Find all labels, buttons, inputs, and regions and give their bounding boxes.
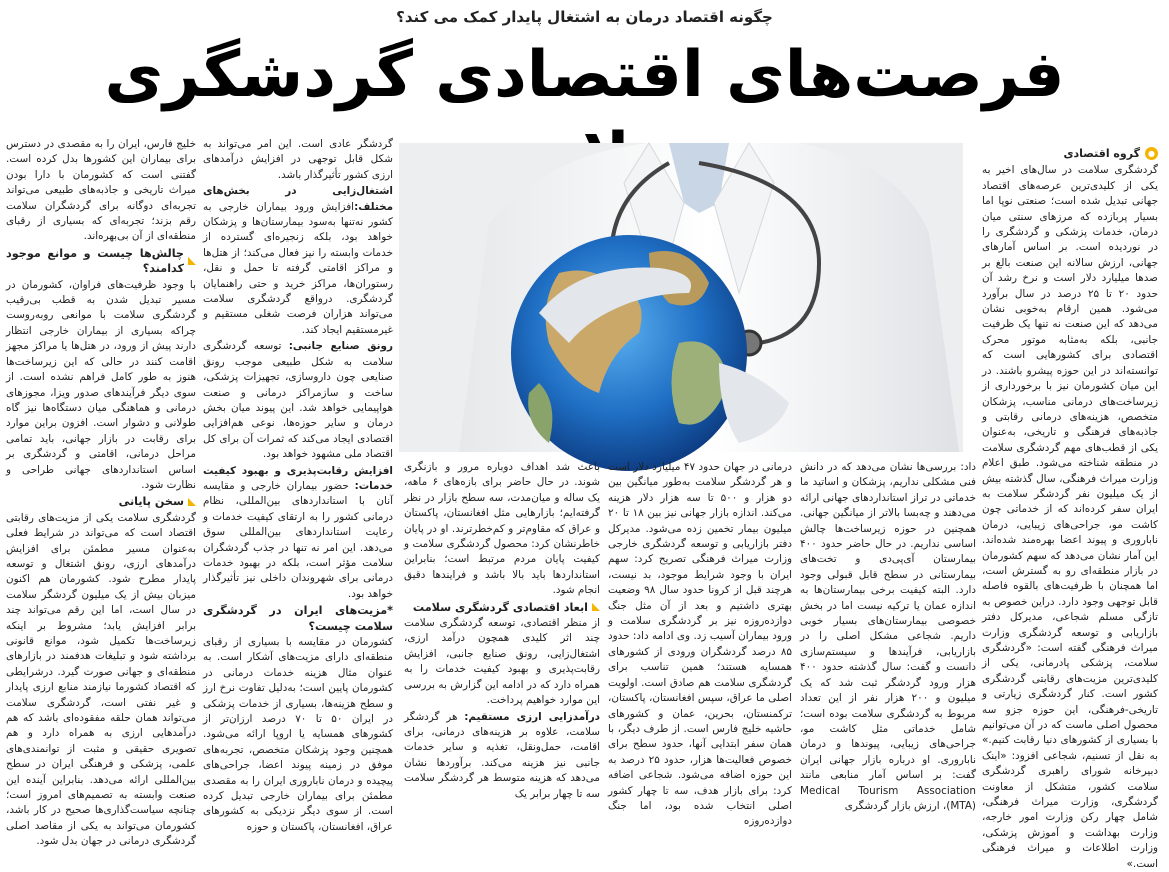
column-5a-text: افزایش ورود بیماران خارجی به کشور نه‌تنها به‌سود بیمارستان‌ها و پزشکان خواهد بود، بلکه زنجیره‌ای گسترده از خدمات وابسته را نیز فعال می‌کند؛ از هتل‌ها و مراکز اقامتی گرفته تا حمل و نقل، رستوران‌ها، مراکز خرید و حتی راهنمایان گردشگری. درواقع گردشگری سلامت می‌تواند هزاران فرصت شغلی مستقیم و غیرمستقیم ایجاد کند. [203, 200, 393, 336]
bullet-triangle-icon [592, 603, 600, 611]
subhead-competitiveness: افزایش رقابت‌پذیری و بهبود کیفیت خدمات: [203, 464, 393, 492]
column-6b-text: گردشگری سلامت یکی از مزیت‌های رقابتی اقتصاد است که می‌تواند در شرایط فعلی به‌عنوان مسیر مطمئن برای افزایش درآمدهای ارزی، رونق اشتغال و توسعه پایدار مطرح شود. کشورمان هم اکنون میزبان بیش از یک میلیون گردشگر سلامت در سال است، اما این رقم می‌تواند چند برابر افزایش یابد؛ مشروط بر اینکه زیرساخت‌ها تکمیل شود، موانع قانونی برداشته شود و تبلیغات هدفمند در بازارهای منطقه‌ای و جهانی صورت گیرد. درشرایطی که اقتصاد کشورما نیازمند منابع ارزی پایدار و غیر نفتی است، گردشگری سلامت می‌تواند همان حلقه مفقوده‌ای باشد که هم درآمدهایی ارزی به همراه دارد و هم تصویری حقیقی و مثبت از توانمندی‌های علمی، پزشکی و فرهنگی ایران در سطح بین‌المللی ارائه می‌دهد. بنابراین آینده این صنعت وابسته به تصمیم‌های امروز است؛ چنانچه سیاست‌گذاری‌ها صحیح در کار باشد، کشورمان می‌تواند به یکی از مقاصد اصلی گردشگری درمانی در جهان بدل شود. [6, 511, 196, 848]
column-3-text: درمانی در جهان حدود ۴۷ میلیارد دلار است و هر گردشگر سلامت به‌طور میانگین بین دو هزار و ۵۰۰ تا سه هزار دلار هزینه می‌کند. اندازه بازار جهانی نیز بین ۱۸ تا ۲۰ میلیون بیمار تخمین زده می‌شود. مدیرکل دفتر بازاریابی و توسعه گردشگری خارجی وزارت میراث فرهنگی تصریح کرد: سهم ایران با وجود شرایط موجود، بد نیست، هرچند قبل از کرونا حدود سال ۹۸ وضعیت بهتری داشتیم و بعد از آن مثل جنگ دوازده‌روزه نیز بر گردشگری سلامت و ورود بیماران آسیب زد. وی ادامه داد: حدود ۸۵ درصد گردشگران ورودی از کشورهای همسایه هستند؛ همین تناسب برای گردشگری سلامت هم صادق است. اولویت اصلی ما عراق، سپس افغانستان، پاکستان، ترکمنستان، بحرین، عمان و کشورهای حاشیه خلیج فارس است. از طرف دیگر، با همان سفر ابتدایی آنها، حدود سطح برای خصوص فعالیت‌ها هزار، حدود ۲۵ درصد به این حوزه اضافه می‌شود. شجاعی اضافه کرد: برای بازار هدف، سه تا چهار کشور اصلی انتخاب شده بود، اما جنگ دوازده‌روزه [608, 461, 792, 828]
column-1 [982, 146, 1159, 870]
article-headline: فرصت‌های اقتصادی گردشگری [104, 38, 1065, 112]
column-2-text: داد: بررسی‌ها نشان می‌دهد که در دانش فنی مشکلی نداریم، پزشکان و اساتید ما خدماتی در تراز استانداردهای جهانی ارائه می‌دهند و چه‌بسا بالاتر از میانگین جهانی. همچنین در حوزه زیرساخت‌ها چالش اساسی نداریم. در حال حاضر حدود ۴۰۰ بیمارستان آی‌پی‌دی و تخت‌های بیمارستانی در سطح قابل قبولی وجود دارد. البته کیفیت برخی بیمارستان‌ها به اندازه عمان یا ترکیه نیست اما در بخش خصوصی بیمارستان‌های بسیار خوبی داریم. شجاعی مشکل اصلی را در بازاریابی، فرآیندها و سیستم‌سازی دانست و گفت: سال گذشته حدود ۴۰۰ هزار ورود گردشگر ثبت شد که یک میلیون و ۲۰۰ هزار نفر از این تعداد مربوط به گردشگری سلامت بوده است؛ شامل خدماتی مثل کاشت مو، جراحی‌های زیبایی، پیوند‌ها و درمان ناباروری. او درباره بازار جهانی ایران گفت: بر اساس آمار منابعی مانند Medical Tourism Association (MTA)، ارزش بازار گردشگری [800, 461, 976, 812]
bullet-triangle-icon [188, 257, 196, 265]
column-1-text: گردشگری سلامت در سال‌های اخیر به یکی از کلیدی‌ترین عرصه‌های اقتصاد جهانی تبدیل شده است؛ صنعتی نوپا اما بسیار پربازده که مرزهای سنتی میان درمان، خدمات پزشکی و گردشگری را در نوردیده است. بر اساس آمارهای جهانی، ارزش سالانه این صنعت بالغ بر صدها میلیارد دلار است و نرخ رشد آن حدود ۲۰ تا ۲۵ درصد در سال برآورد می‌شود. همین ارقام به‌خوبی نشان می‌دهد که این صنعت نه تنها یک ظرفیت جانبی، بلکه به‌مثابه موتور محرک اقتصادی برای کشورهایی است که توانسته‌اند در این حوزه پیشرو باشند. در این میان کشورمان نیز با برخورداری از زیرساخت‌های درمانی مناسب، پزشکان متخصص، هزینه‌های درمانی رقابتی و جاذبه‌های فرهنگی و تاریخی، به‌عنوان یکی از قطب‌های مهم گردشگری سلامت در منطقه شناخته می‌شود. طبق اعلام وزارت میراث فرهنگی، سال گذشته بیش از یک میلیون نفر گردشگر سلامت به ایران سفر کرده‌اند که از خدماتی چون کاشت مو، جراحی‌های زیبایی، درمان ناباروری و پیوند اعضا بهره‌مند شده‌اند. این آمار نشان می‌دهد که سهم کشورمان در بازار منطقه‌ای رو به گسترش است، اما همچنان با ظرفیت‌های بالقوه فاصله قابل توجهی وجود دارد. دراین خصوص به تازگی مسلم شجاعی، مدیرکل دفتر بازاریابی و توسعه گردشگری وزارت میراث فرهنگی گفته است: «گردشگری سلامت، پزشکی پادرمانی، یکی از کلیدی‌ترین مزیت‌های رقابتی گردشگری کشور است. کنار گردشگری زیارتی و تاریخی-فرهنگی، این حوزه جزو سه محصول اصلی ماست که در آن می‌توانیم با بسیاری از کشورهای دنیا رقابت کنیم.» به نقل از تسنیم، شجاعی افزود: «اینک دبیرخانه شورای راهبری گردشگری سلامت کشور، متشکل از معاونت گردشگری، وزارت میراث فرهنگی، شامل چهار رکن وزارت امور خارجه، وزارت بهداشت و آموزش پزشکی، وزارت اطلاعات و میراث فرهنگی است.» [982, 164, 1159, 870]
column-5c-text: حضور بیماران خارجی و مقایسه آنان با استانداردهای بین‌المللی، نظام درمانی کشور را به ارتقای کیفیت خدمات و رعایت استانداردهای بین‌المللی سوق می‌دهد. این امر نه تنها در جذب گردشگران سلامت مؤثر است، بلکه در بهبود خدمات درمانی برای شهروندان داخلی نیز تأثیرگذار خواهد بود. [203, 479, 393, 600]
subhead-employment: اشتغال‌زایی در بخش‌های مختلف: [203, 185, 393, 213]
column-5 [203, 137, 393, 833]
column-6 [6, 137, 196, 848]
bullet-triangle-icon [188, 498, 196, 506]
column-4-text: باعث شد اهداف دوباره مرور و بازنگری شوند. در حال حاضر برای بازه‌های ۶ ماهه، یک ساله و میان‌مدت، سه سطح بازار در نظر گرفته‌ایم؛ بازارهایی مثل افغانستان، پاکستان و عراق که مقاوم‌تر و کم‌خطرترند. او در پایان خاطرنشان کرد: محصول گردشگری سلامت و کیفیت پایان مردم مرتبط است؛ بنابراین استانداردها باید بالا باشد و فرایندها دقیق انجام شود. [404, 461, 600, 597]
doctor-globe-illustration [399, 143, 963, 452]
author-byline [982, 146, 1158, 161]
subhead-side-industries: رونق صنایع جانبی: [288, 340, 393, 353]
column-6a-text: با وجود ظرفیت‌های فراوان، کشورمان در مسیر تبدیل شدن به قطب بی‌رقیب گردشگری سلامت با موانعی روبه‌روست چراکه بسیاری از بیماران خارجی انتظار دارند پیش از ورود، در هتل‌ها یا مراکز مجهز اقامت کنند در حالی که این زیرساخت‌ها هنوز به طور کامل فراهم نشده است. از سوی دیگر فرآیندهای صدور ویزا، مجوزهای درمانی و هماهنگی میان دستگاه‌ها نیز گاه طولانی و دشوار است. افزون براین موارد برای رقابت در بازار جهانی، باید تمامی مراحل درمانی، اقامتی و گردشگری بر اساس استانداردهای جهانی طراحی و نظارت شود. [6, 278, 196, 491]
subhead-conclusion: سخن پایانی [6, 494, 196, 509]
subhead-iran-advantages: *مزیت‌های ایران در گردشگری سلامت چیست؟ [203, 604, 393, 633]
column-4c-text: هر گردشگر سلامت، علاوه بر هزینه‌های درمانی، برای اقامت، حمل‌ونقل، تغذیه و سایر خدمات جانبی نیز هزینه می‌کند. برآوردها نشان می‌دهد که هزینه متوسط هر گردشگر سلامت سه تا چهار برابر یک [404, 710, 600, 800]
column-6-text: خلیج فارس، ایران را به مقصدی در دسترس برای بیماران این کشورها بدل کرده است. گفتنی است که کشورمان با دارا بودن میراث تاریخی و جاذبه‌های طبیعی می‌تواند تجربه‌ای دوگانه برای گردشگران سلامت رقم بزند؛ تجربه‌ای که بسیاری از رقبای منطقه‌ای از آن بی‌بهره‌اند. [6, 138, 196, 243]
subhead-challenges: چالش‌ها چیست و موانع موجود کدامند؟ [6, 246, 196, 277]
subhead-economic-dimensions: ابعاد اقتصادی گردشگری سلامت [404, 600, 600, 615]
article-kicker: چگونه اقتصاد درمان به اشتغال پایدار کمک می کند؟ [396, 8, 773, 26]
column-5-text: گردشگر عادی است. این امر می‌تواند به شکل قابل توجهی در افزایش درآمدهای ارزی کشور تأثیرگذار باشد. [203, 138, 393, 181]
column-5b-text: توسعه گردشگری سلامت به شکل طبیعی موجب رونق صنایعی چون داروسازی، تجهیزات پزشکی، ساخت و سازمراکز درمانی و صنعت هواپیمایی خواهد شد. این پیوند میان بخش درمان و سایر حوزه‌ها، نوعی هم‌افزایی اقتصادی ایجاد می‌کند که ثمرات آن برای کل اقتصاد ملی مشهود خواهد بود. [203, 340, 393, 461]
column-2 [800, 460, 976, 812]
author-name: گروه اقتصادی [1063, 147, 1140, 160]
column-4 [404, 460, 601, 800]
author-icon: ● [1145, 147, 1158, 160]
column-5d-text: کشورمان در مقایسه با بسیاری از رقبای منطقه‌ای دارای مزیت‌های آشکار است. به عنوان مثال هزینه خدمات درمانی در کشورمان پایین است؛ به‌دلیل تفاوت نرخ ارز و سطح هزینه‌ها، بسیاری از خدمات پزشکی در ایران ۵۰ تا ۷۰ درصد ارزان‌تر از کشورهای همسایه یا اروپا ارائه می‌شود. همچنین وجود پزشکان متخصص، تجربه‌های موفق در زمینه پیوند اعضا، جراحی‌های پیچیده و درمان ناباروری ایران را به مقصدی مطمئن برای بیماران خارجی تبدیل کرده است. از سوی دیگر نزدیکی به کشورهای عراق، افغانستان، پاکستان و حوزه [203, 636, 393, 833]
column-3 [608, 460, 792, 828]
subhead-direct-revenue: درآمدزایی ارزی مستقیم: [464, 710, 601, 723]
column-4b-text: از منظر اقتصادی، توسعه گردشگری سلامت چند اثر کلیدی همچون درآمد ارزی، اشتغال‌زایی، رونق صنایع جانبی، افزایش رقابت‌پذیری و بهبود کیفیت خدمات را به همراه دارد که در ادامه این گزارش به بررسی این موارد خواهیم پرداخت. [404, 617, 600, 707]
article-photo [399, 143, 963, 452]
